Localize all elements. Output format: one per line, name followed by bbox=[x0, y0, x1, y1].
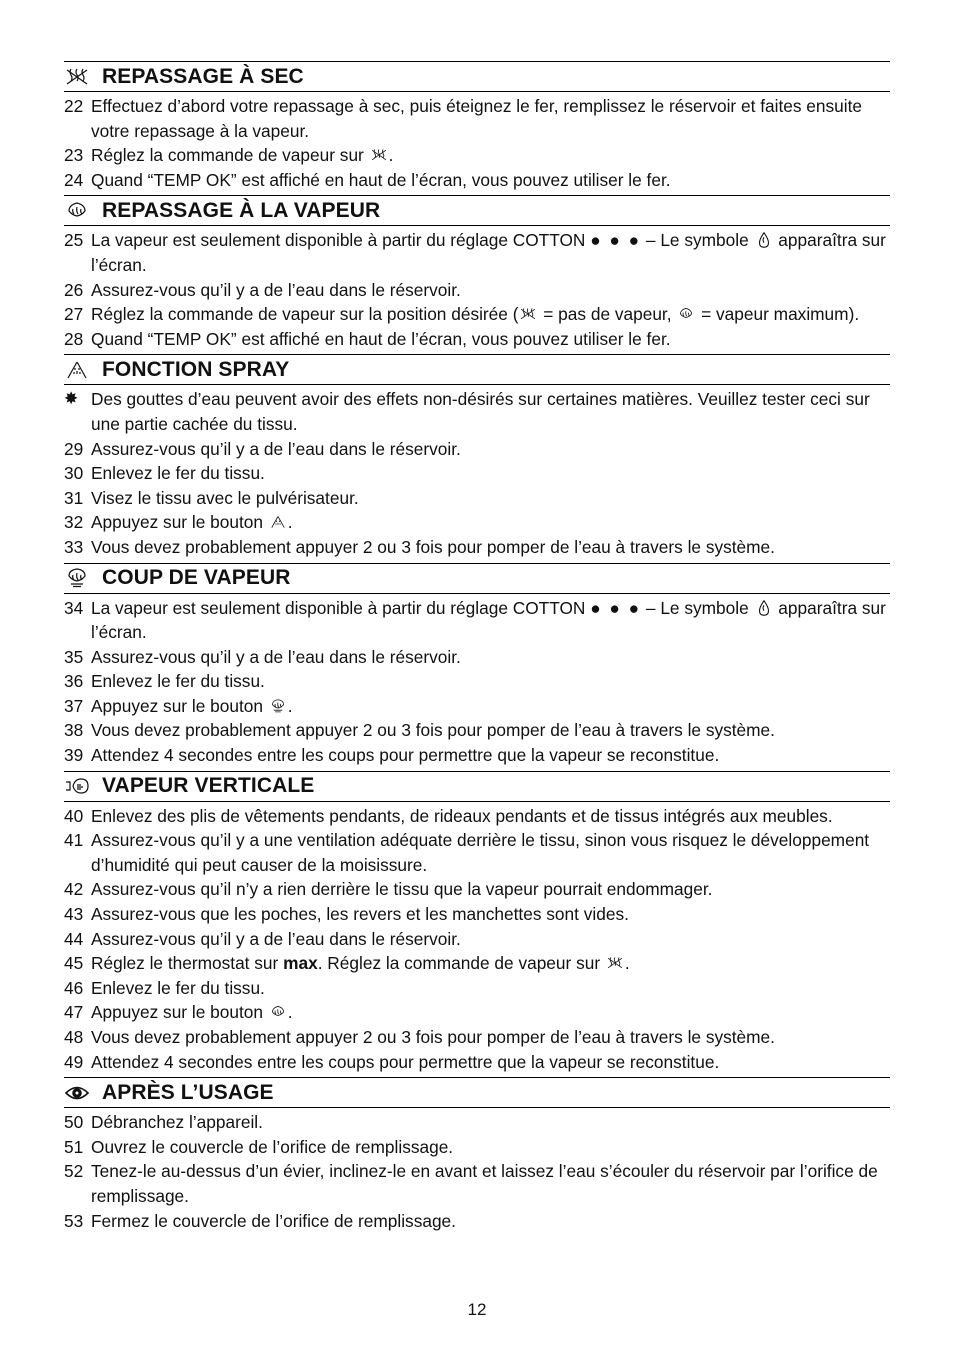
item-number: 43 bbox=[64, 904, 84, 925]
section-title: FONCTION SPRAY bbox=[102, 357, 290, 381]
vertical-steam-icon bbox=[64, 775, 92, 797]
item-number: 31 bbox=[64, 487, 84, 508]
item-text: apparaîtra sur l’écran. bbox=[91, 597, 886, 643]
instruction-list bbox=[64, 94, 890, 192]
item-text: Fermez le couvercle de l’orifice de remplissage. bbox=[91, 1210, 456, 1231]
item-text: . bbox=[624, 953, 630, 974]
instruction-item bbox=[64, 596, 890, 645]
no-steam-icon bbox=[606, 954, 624, 972]
item-text: Appuyez sur le bouton bbox=[91, 1002, 268, 1023]
item-number: 26 bbox=[64, 279, 84, 300]
item-text: Assurez-vous qu’il y a de l’eau dans le réservoir. bbox=[91, 438, 461, 459]
item-text: Quand “TEMP OK” est affiché en haut de l’écran, vous pouvez utiliser le fer. bbox=[91, 169, 671, 190]
item-number: 38 bbox=[64, 720, 84, 741]
instruction-item bbox=[64, 1000, 890, 1025]
item-text: Appuyez sur le bouton bbox=[91, 695, 268, 716]
instruction-item bbox=[64, 437, 890, 462]
instruction-item bbox=[64, 228, 890, 277]
item-number: 35 bbox=[64, 646, 84, 667]
item-number: 33 bbox=[64, 536, 84, 557]
instruction-item bbox=[64, 743, 890, 768]
item-number: 24 bbox=[64, 169, 84, 190]
item-text: La vapeur est seulement disponible à partir du réglage COTTON bbox=[91, 230, 591, 251]
item-text: Assurez-vous qu’il y a de l’eau dans le réservoir. bbox=[91, 646, 461, 667]
item-number: 40 bbox=[64, 805, 84, 826]
item-text: Enlevez le fer du tissu. bbox=[91, 671, 265, 692]
cotton-dots: ● ● ● bbox=[590, 230, 642, 251]
item-number: 32 bbox=[64, 512, 84, 533]
item-text: Effectuez d’abord votre repassage à sec, puis éteignez le fer, remplissez le réservoir et faites ensuite votre repassage à la vapeur. bbox=[91, 96, 863, 141]
instruction-item bbox=[64, 535, 890, 560]
instruction-item bbox=[64, 94, 890, 143]
steam-burst-icon bbox=[64, 567, 92, 589]
item-number: 29 bbox=[64, 438, 84, 459]
item-number: 41 bbox=[64, 830, 84, 851]
item-number: 48 bbox=[64, 1027, 84, 1047]
cotton-dots: ● ● ● bbox=[590, 597, 642, 618]
steam-drop-icon bbox=[755, 599, 773, 617]
item-text: Assurez-vous qu’il n’y a rien derrière le tissu que la vapeur pourrait endommager. bbox=[91, 879, 713, 900]
section-header bbox=[64, 354, 890, 385]
section-header bbox=[64, 195, 890, 226]
section-title: APRÈS L’USAGE bbox=[102, 1080, 274, 1104]
instruction-item bbox=[64, 302, 890, 327]
item-bold-text: max bbox=[283, 953, 318, 974]
item-number: 44 bbox=[64, 928, 84, 949]
instruction-item bbox=[64, 1050, 890, 1075]
item-number: 47 bbox=[64, 1002, 84, 1023]
instruction-list bbox=[64, 1110, 890, 1233]
item-number: 25 bbox=[64, 230, 84, 251]
steam-icon bbox=[269, 1003, 287, 1021]
instruction-item bbox=[64, 1025, 890, 1050]
instruction-item bbox=[64, 694, 890, 719]
item-text: Vous devez probablement appuyer 2 ou 3 fois pour pomper de l’eau à travers le système. bbox=[91, 536, 775, 557]
document-body bbox=[64, 61, 890, 1233]
section-header bbox=[64, 61, 890, 92]
eye-icon bbox=[64, 1082, 92, 1104]
steam-drop-icon bbox=[755, 231, 773, 249]
instruction-item bbox=[64, 645, 890, 670]
item-text: Assurez-vous qu’il y a une ventilation adéquate derrière le tissu, sinon vous risquez le développement d’humidité qui peut causer de la moisissure. bbox=[91, 830, 870, 875]
item-number: 34 bbox=[64, 597, 84, 618]
no-steam-icon bbox=[370, 146, 388, 164]
item-number: 45 bbox=[64, 953, 84, 974]
item-text: Vous devez probablement appuyer 2 ou 3 fois pour pomper de l’eau à travers le système. bbox=[91, 1027, 775, 1047]
item-number: 39 bbox=[64, 745, 84, 766]
item-text: Vous devez probablement appuyer 2 ou 3 fois pour pomper de l’eau à travers le système. bbox=[91, 720, 775, 741]
instruction-list bbox=[64, 596, 890, 768]
instruction-item bbox=[64, 168, 890, 193]
instruction-item bbox=[64, 669, 890, 694]
item-text: . bbox=[287, 512, 293, 533]
instruction-item bbox=[64, 804, 890, 829]
no-steam-icon bbox=[64, 66, 92, 88]
instruction-item bbox=[64, 828, 890, 877]
warning-star-icon: ✸ bbox=[64, 389, 79, 409]
item-text: Réglez le thermostat sur bbox=[91, 953, 284, 974]
item-number: 51 bbox=[64, 1136, 84, 1157]
instruction-item bbox=[64, 976, 890, 1001]
instruction-item bbox=[64, 927, 890, 952]
instruction-item bbox=[64, 1209, 890, 1234]
instruction-item bbox=[64, 143, 890, 168]
item-text: = pas de vapeur, bbox=[538, 304, 677, 325]
section-title: COUP DE VAPEUR bbox=[102, 566, 291, 589]
item-number: 37 bbox=[64, 695, 84, 716]
item-text: Assurez-vous qu’il y a de l’eau dans le réservoir. bbox=[91, 279, 461, 300]
item-text: Réglez la commande de vapeur sur la position désirée ( bbox=[91, 304, 519, 325]
item-text: . bbox=[388, 145, 394, 166]
item-text: Des gouttes d’eau peuvent avoir des effets non-désirés sur certaines matières. Veuillez tester ceci sur une partie cachée du tissu. bbox=[91, 389, 870, 434]
page-number: 12 bbox=[467, 1300, 487, 1319]
instruction-item bbox=[64, 1159, 890, 1208]
item-text: Débranchez l’appareil. bbox=[91, 1112, 263, 1133]
steam-icon bbox=[677, 305, 695, 323]
instruction-list bbox=[64, 387, 890, 559]
item-text: . bbox=[287, 1002, 293, 1023]
item-text: La vapeur est seulement disponible à partir du réglage COTTON bbox=[91, 597, 591, 618]
item-text: Quand “TEMP OK” est affiché en haut de l’écran, vous pouvez utiliser le fer. bbox=[91, 328, 671, 349]
item-text: Attendez 4 secondes entre les coups pour permettre que la vapeur se reconstitue. bbox=[91, 1051, 720, 1072]
section-title: REPASSAGE À LA VAPEUR bbox=[102, 198, 381, 222]
item-number: 46 bbox=[64, 977, 84, 998]
item-number: 49 bbox=[64, 1051, 84, 1072]
spray-icon bbox=[64, 359, 92, 381]
instruction-item bbox=[64, 387, 890, 436]
instruction-item bbox=[64, 718, 890, 743]
instruction-item bbox=[64, 951, 890, 976]
item-number: 42 bbox=[64, 879, 84, 900]
item-text: . Réglez la commande de vapeur sur bbox=[317, 953, 605, 974]
section-title: REPASSAGE À SEC bbox=[102, 64, 304, 88]
item-number: 50 bbox=[64, 1112, 84, 1133]
item-text: – Le symbole bbox=[641, 230, 754, 251]
item-number: 23 bbox=[64, 145, 84, 166]
instruction-item bbox=[64, 877, 890, 902]
item-number: 28 bbox=[64, 328, 84, 349]
instruction-list bbox=[64, 228, 890, 351]
instruction-item bbox=[64, 486, 890, 511]
item-number: 22 bbox=[64, 96, 84, 116]
item-text: Attendez 4 secondes entre les coups pour permettre que la vapeur se reconstitue. bbox=[91, 745, 720, 766]
item-text: – Le symbole bbox=[641, 597, 754, 618]
instruction-item bbox=[64, 1110, 890, 1135]
item-text: Enlevez le fer du tissu. bbox=[91, 463, 265, 484]
item-text: Appuyez sur le bouton bbox=[91, 512, 268, 533]
section-header bbox=[64, 771, 890, 802]
item-text: Visez le tissu avec le pulvérisateur. bbox=[91, 487, 359, 508]
item-text: Assurez-vous qu’il y a de l’eau dans le réservoir. bbox=[91, 928, 461, 949]
instruction-item bbox=[64, 510, 890, 535]
item-number: 52 bbox=[64, 1161, 84, 1182]
item-text: Enlevez des plis de vêtements pendants, de rideaux pendants et de tissus intégrés aux meubles. bbox=[91, 805, 833, 826]
item-number: 30 bbox=[64, 463, 84, 484]
instruction-item bbox=[64, 278, 890, 303]
item-text: Réglez la commande de vapeur sur bbox=[91, 145, 369, 166]
steam-icon bbox=[64, 200, 92, 222]
item-number: 27 bbox=[64, 304, 84, 325]
item-number: 53 bbox=[64, 1210, 84, 1231]
item-text: Tenez-le au-dessus d’un évier, inclinez-le en avant et laissez l’eau s’écouler du réservoir par l’orifice de remplissage. bbox=[91, 1161, 878, 1206]
instruction-item bbox=[64, 461, 890, 486]
section-header bbox=[64, 1077, 890, 1108]
item-text: . bbox=[287, 695, 293, 716]
item-text: Assurez-vous que les poches, les revers et les manchettes sont vides. bbox=[91, 904, 629, 925]
instruction-list bbox=[64, 804, 890, 1075]
item-text: Ouvrez le couvercle de l’orifice de remplissage. bbox=[91, 1136, 454, 1157]
instruction-item bbox=[64, 327, 890, 352]
spray-icon bbox=[269, 513, 287, 531]
instruction-item bbox=[64, 902, 890, 927]
no-steam-icon bbox=[519, 305, 537, 323]
instruction-item bbox=[64, 1135, 890, 1160]
steam-burst-icon bbox=[269, 697, 287, 715]
item-text: Enlevez le fer du tissu. bbox=[91, 977, 265, 998]
section-header bbox=[64, 563, 890, 594]
item-text: = vapeur maximum). bbox=[696, 304, 860, 325]
section-title: VAPEUR VERTICALE bbox=[102, 774, 315, 798]
item-number: 36 bbox=[64, 671, 84, 692]
item-text: apparaîtra sur l’écran. bbox=[91, 230, 886, 275]
